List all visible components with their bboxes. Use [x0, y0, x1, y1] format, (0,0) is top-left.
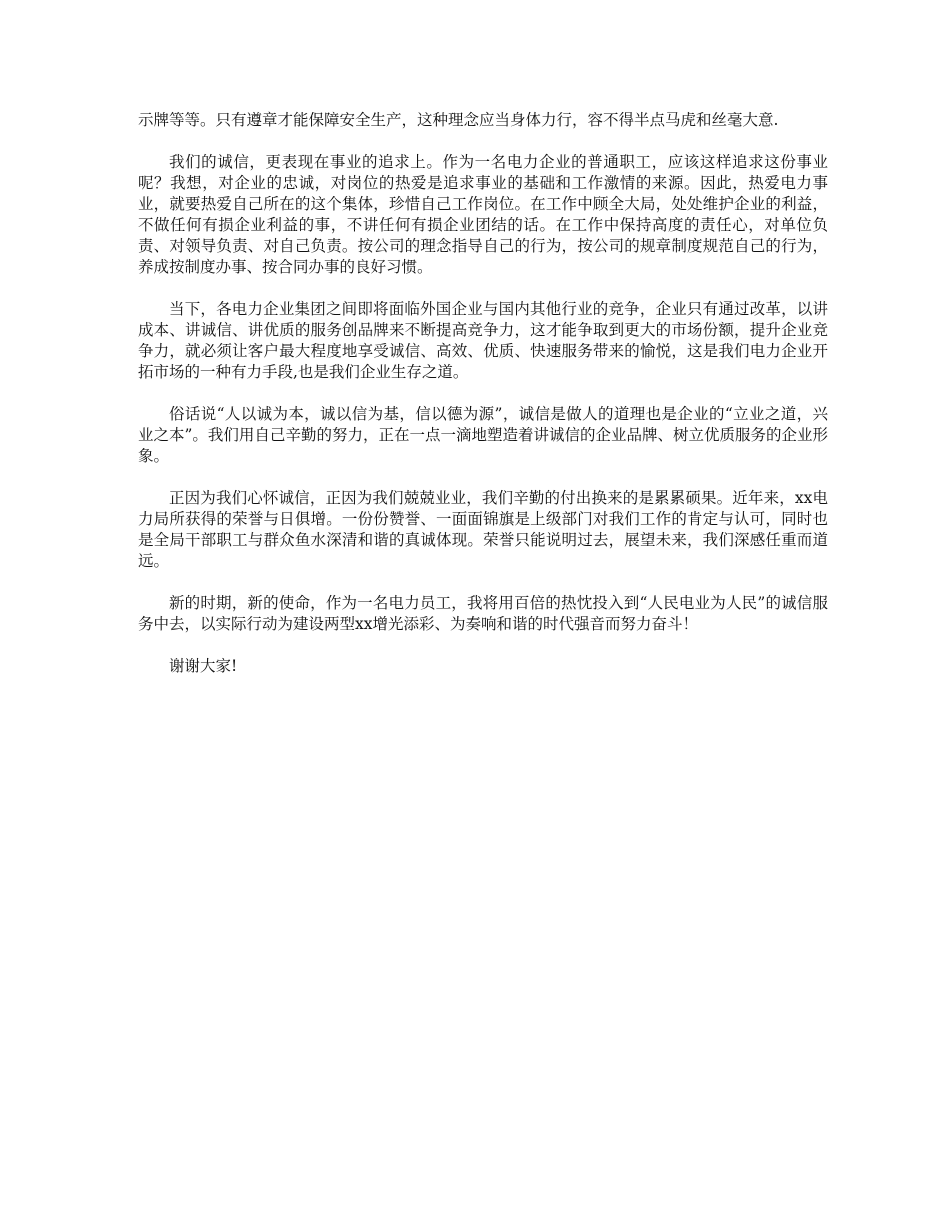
paragraph-new-mission: 新的时期，新的使命，作为一名电力员工，我将用百倍的热忱投入到“人民电业为人民”的诚信服务中去，以实际行动为建设两型xx增光添彩、为奏响和谐的时代强音而努力奋斗！ — [138, 594, 828, 633]
paragraph-career-pursuit: 我们的诚信，更表现在事业的追求上。作为一名电力企业的普通职工，应该这样追求这份事业呢？我想，对企业的忠诚，对岗位的热爱是追求事业的基础和工作激情的来源。因此，热爱电力事业，就要热爱自己所在的这个集体，珍惜自己工作岗位。在工作中顾全大局，处处维护企业的利益，不做任何有损企业利益的事，不讲任何有损企业团结的话。在工作中保持高度的责任心，对单位负责、对领导负责、对自己负责。按公司的理念指导自己的行为，按公司的规章制度规范自己的行为，养成按制度办事、按合同办事的良好习惯。 — [138, 153, 828, 276]
paragraph-achievements: 正因为我们心怀诚信，正因为我们兢兢业业，我们辛勤的付出换来的是累累硕果。近年来，xx电力局所获得的荣誉与日俱增。一份份赞誉、一面面锦旗是上级部门对我们工作的肯定与认可，同时也是全局干部职工与群众鱼水深清和谐的真诚体现。荣誉只能说明过去，展望未来，我们深感任重而道远。 — [138, 489, 828, 570]
paragraph-proverb: 俗话说“人以诚为本，诚以信为基，信以德为源”，诚信是做人的道理也是企业的“立业之道，兴业之本”。我们用自己辛勤的努力，正在一点一滴地塑造着讲诚信的企业品牌、树立优质服务的企业形象。 — [138, 405, 828, 465]
paragraph-thanks: 谢谢大家! — [169, 657, 238, 675]
paragraph-continuation: 示牌等等。只有遵章才能保障安全生产，这种理念应当身体力行，容不得半点马虎和丝毫大意. — [138, 111, 779, 129]
paragraph-competition: 当下，各电力企业集团之间即将面临外国企业与国内其他行业的竞争，企业只有通过改革，以讲成本、讲诚信、讲优质的服务创品牌来不断提高竞争力，这才能争取到更大的市场份额，提升企业竞争力，就必须让客户最大程度地享受诚信、高效、优质、快速服务带来的愉悦，这是我们电力企业开拓市场的一种有力手段,也是我们企业生存之道。 — [138, 300, 828, 381]
document-body — [138, 110, 828, 698]
